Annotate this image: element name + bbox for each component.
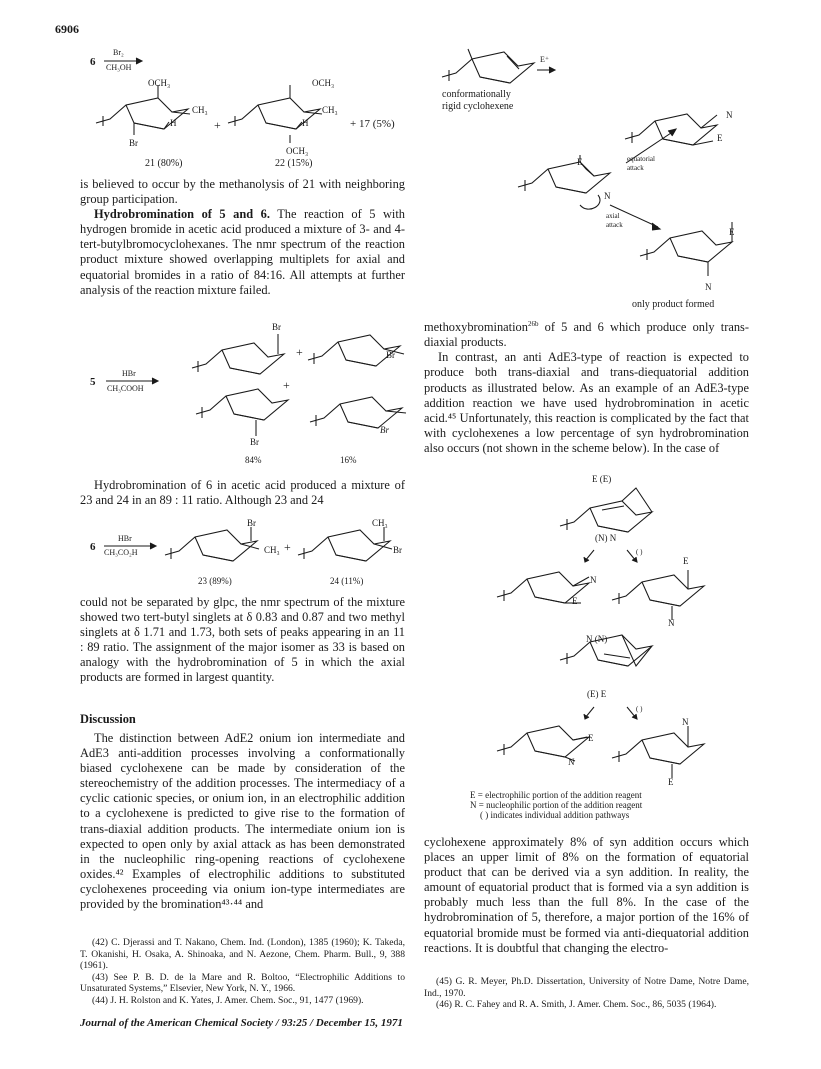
paragraph-block [80, 478, 405, 508]
cyclohexane-axial-br-2 [196, 390, 296, 450]
footnote: (43) See P. B. D. de la Mare and R. Boltoo, “Electrophilic Additions to Unsaturated Systems,” Elsevier, New York, N. Y., 1966. [80, 971, 405, 995]
left-column-top [80, 177, 405, 298]
e-label: E [683, 556, 689, 566]
discussion-heading: Discussion [80, 712, 136, 726]
paragraph: In contrast, an anti AdE3-type of reaction is expected to produce both trans-diaxial and trans-diequatorial addition products as illustrated below. As an example of an AdE3-type addition reaction we have used hydrobromination in acetic acid.⁴⁵ Unfortunately, this reaction is complicated by the fact that with cyclohexenes a low percentage of syn hydrobromination also occurs (not shown in the scheme below). In the case of [424, 350, 749, 455]
n-label: N [668, 618, 675, 628]
br-label: Br [129, 138, 138, 148]
attack-label: axial [606, 212, 620, 220]
e-label: E [588, 733, 594, 743]
footnote: (42) C. Djerassi and T. Nakano, Chem. Ind. (London), 1385 (1960); K. Takeda, T. Okanishi, H. Osaka, A. Shinoaka, and N. Aezone, Chem. Pharm. Bull., 9, 388 (1961). [80, 937, 405, 972]
cyclohexene-rigid [442, 45, 542, 95]
e-label: E (E) [592, 474, 612, 484]
paragraph: could not be separated by glpc, the nmr spectrum of the mixture showed two tert-butyl singlets at δ 0.83 and 0.87 and two methyl singlets at δ 1.71 and 1.73, both sets of peaks appearing in an 11 : 89 ratio. The assignment of the major isomer as 33 is based on analogy with the hydrobromination of 5 in which the axial products are formed in largest quantity. [80, 595, 405, 685]
compound-22-caption: 22 (15%) [275, 158, 313, 169]
compound-24-caption: 24 (11%) [330, 576, 364, 586]
paragraph-block [424, 835, 749, 956]
plus-17: + 17 (5%) [350, 118, 395, 130]
paragraph-hydrobromination [80, 207, 405, 298]
yield-caption: 84% [245, 455, 262, 465]
n-label: (N) N [595, 533, 617, 543]
n-label: N [726, 110, 733, 120]
e-label: E [668, 777, 674, 787]
cyclohexene-lower [560, 640, 670, 695]
scheme-legend [470, 791, 642, 820]
h-label: H [302, 118, 309, 128]
paragraph: is believed to occur by the methanolysis of 21 with neighboring group participation. [80, 177, 405, 207]
br-label: Br [272, 322, 281, 332]
paragraph [424, 317, 749, 350]
reagent-number: 6 [90, 56, 96, 68]
reaction-arrow [104, 58, 144, 64]
product-axial [640, 232, 750, 302]
cyclohexane-23 [165, 525, 275, 580]
e-plus-label: E⁺ [540, 55, 550, 64]
och3-label: OCH₃ [286, 146, 309, 156]
reagent-top: HBr [118, 534, 132, 543]
legend-line: N = nucleophilic portion of the addition reagent [470, 799, 643, 810]
attack-label: attack [627, 164, 644, 172]
reagent-bottom: CH₃CO₂H [104, 548, 138, 557]
n-label: N [604, 191, 611, 201]
paragraph-discussion: The distinction between AdE2 onium ion intermediate and AdE3 anti-addition processes involving a conformationally biased cyclohexene can be made by consideration of the stereochemistry of the addition processes. The intermediacy of a cyclic cationic species, or onium ion, in an electrophilic addition to a cyclohexene is predicted to give rise to the formation of trans-diaxial addition products. The intermediate onium ion is expected to open only by axial attack as has been demonstrated in the nucleophilic ring-opening reactions of cyclohexene oxides.⁴² Examples of electrophilic additions to substituted cyclohexenes proceeding via onium ion-type intermediates are provided by the bromination⁴³·⁴⁴ and [80, 731, 405, 912]
page-number: 6906 [55, 22, 79, 36]
reagent-bottom: CH₃OH [106, 63, 132, 72]
br-label: Br [247, 518, 256, 528]
footnote: (46) R. C. Fahey and R. A. Smith, J. Amer. Chem. Soc., 86, 5035 (1964). [436, 999, 717, 1011]
pathway-arrow-left [582, 705, 598, 721]
product-diaxial-1 [612, 570, 722, 640]
paragraph-block [80, 595, 405, 686]
ch3-label: CH₃ [264, 545, 280, 555]
paragraph-body: The reaction of 5 with hydrogen bromide in acetic acid produced a mixture of 3- and 4-tert-butylbromocyclohexanes. The nmr spectrum of the reaction product mixture showed overlapping multiplets for axial and equatorial bromides in a ratio of 84:16. All attempts at further analysis of the reaction mixture failed. [80, 207, 405, 297]
substrate-number: 6 [90, 541, 96, 553]
legend-line: ( ) indicates individual addition pathways [480, 809, 630, 820]
reagent-top: Br₂ [113, 48, 124, 57]
legend-line: E = electrophilic portion of the addition reagent [470, 790, 642, 800]
cyclohexane-axial-br-1 [192, 330, 292, 385]
attack-label: attack [606, 221, 623, 229]
e-label: E [717, 133, 723, 143]
ch3-label: CH₃ [322, 105, 338, 115]
e-label: (E) E [587, 689, 607, 699]
paragraph: Hydrobromination of 6 in acetic acid produced a mixture of 23 and 24 in an 89 : 11 ratio. Although 23 and 24 [80, 478, 405, 508]
reagent-bottom: CH₃COOH [107, 384, 144, 393]
substrate-number: 5 [90, 376, 96, 388]
product-diaxial-2 [612, 728, 722, 798]
cyclohexane-21 [96, 95, 206, 155]
paragraph-text: of 5 and 6 which produce only trans-diaxial products. [424, 320, 749, 350]
br-label: Br [250, 437, 259, 447]
n-label: N [682, 717, 689, 727]
pathway-marker: ( ) [636, 705, 643, 713]
compound-21-caption: 21 (80%) [145, 158, 183, 169]
plus-sign: + [214, 118, 221, 132]
yield-caption: 16% [340, 455, 357, 465]
reaction-arrow [537, 67, 557, 73]
reaction-arrow [106, 378, 161, 384]
plus-sign: + [283, 378, 290, 392]
e-label: E [572, 596, 578, 606]
journal-footer: Journal of the American Chemical Society / 93:25 / December 15, 1971 [80, 1017, 403, 1029]
paragraph-block [80, 731, 405, 912]
och3-label: OCH₃ [312, 78, 335, 88]
n-label: N [590, 575, 597, 585]
reagent-top: HBr [122, 369, 136, 378]
caption: conformationally [442, 89, 511, 100]
n-label: N [568, 757, 575, 767]
footnotes-right [424, 976, 749, 1011]
caption: only product formed [632, 299, 715, 310]
br-label: Br [386, 350, 395, 360]
h-label: H [170, 118, 177, 128]
n-label: N (N) [586, 634, 608, 644]
compound-23-caption: 23 (89%) [198, 576, 232, 586]
plus-sign: + [284, 540, 291, 554]
attack-label: equatorial [627, 155, 655, 163]
reference-superscript: 26b [527, 320, 539, 328]
footnote: (45) G. R. Meyer, Ph.D. Dissertation, University of Notre Dame, Notre Dame, Ind., 1970. [424, 976, 749, 999]
footnote: (44) J. H. Rolston and K. Yates, J. Amer. Chem. Soc., 91, 1477 (1969). [92, 994, 364, 1006]
right-column-top [424, 317, 749, 456]
n-label: N [705, 282, 712, 292]
ch3-label: CH₃ [192, 105, 208, 115]
pathway-marker: ( ) [636, 548, 643, 556]
caption: rigid cyclohexene [442, 101, 514, 112]
plus-sign: + [296, 345, 303, 359]
section-subheading: Hydrobromination of 5 and 6. [94, 207, 270, 222]
reaction-arrow [104, 543, 159, 549]
pathway-arrow-left [582, 548, 598, 564]
ch3-label: CH₃ [372, 518, 388, 528]
paragraph-text: methoxybromination [424, 320, 528, 335]
footnotes-left [80, 937, 405, 1007]
e-label: E [729, 227, 735, 237]
cyclohexane-eq-br-2 [310, 392, 410, 452]
cyclohexane-22 [228, 95, 338, 155]
br-label: Br [393, 545, 402, 555]
br-label: Br [380, 425, 389, 435]
cyclohexane-24 [298, 525, 408, 580]
och3-label: OCH₃ [148, 78, 171, 88]
e-label: E [577, 157, 583, 167]
paragraph: cyclohexene approximately 8% of syn addition occurs which places an upper limit of 8% on the formation of equatorial product that can be derived via a syn addition. In reality, the amount of equatorial product that is formed via a syn addition is probably much less than the full 8%. In the case of the hydrobromination of 5, therefore, a major portion of the 16% of equatorial bromide must be formed via anti-diequatorial addition reactions. It is doubtful that changing the electro- [424, 835, 749, 955]
